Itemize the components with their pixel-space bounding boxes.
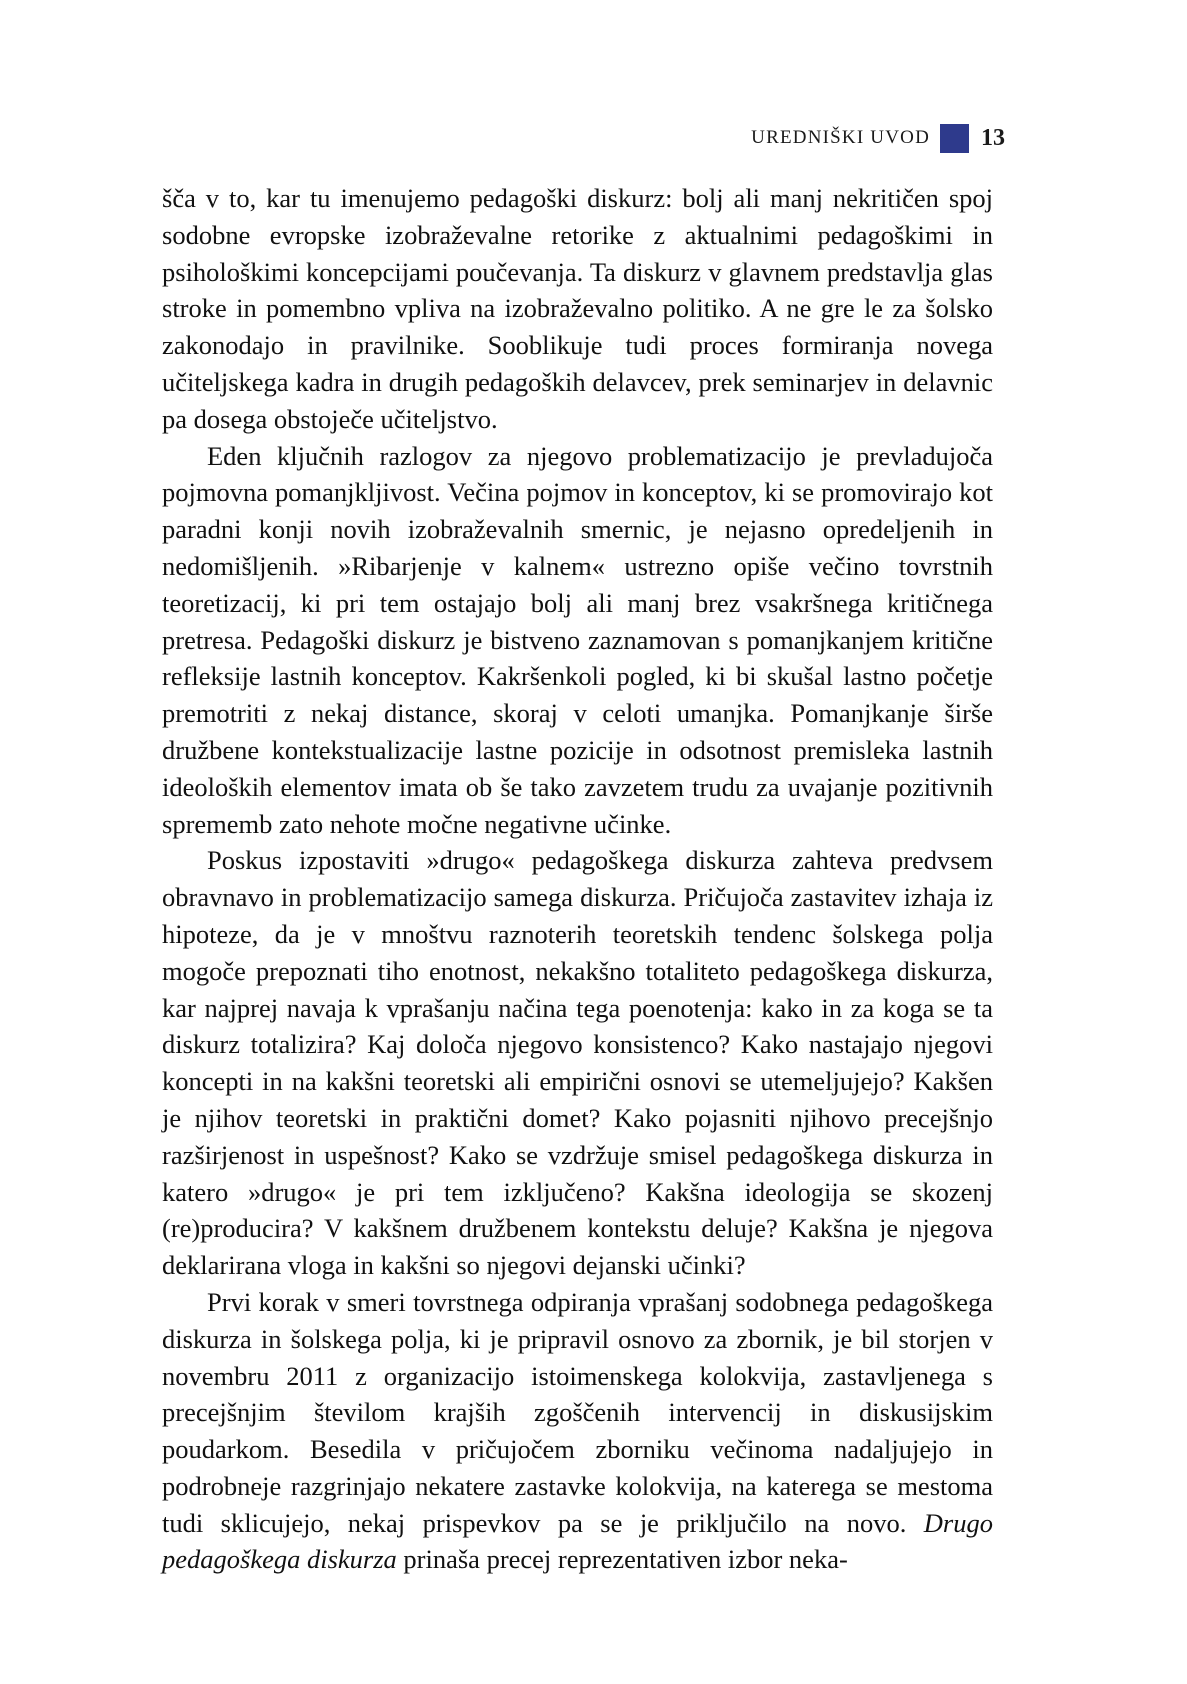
- paragraph-2: Eden ključnih razlogov za njegovo problematizacijo je prevladujoča pojmovna pomanjkljivost. Večina pojmov in konceptov, ki se promovirajo kot paradni konji novih izobraževalnih smernic, je nejasno opredeljenih in nedomišljenih. »Ribarjenje v kalnem« ustrezno opiše večino tovrstnih teoretizacij, ki pri tem ostajajo bolj ali manj brez vsakršnega kritičnega pretresa. Pedagoški diskurz je bistveno zaznamovan s pomanjkanjem kritične refleksije lastnih konceptov. Kakršenkoli pogled, ki bi skušal lastno početje premotriti z nekaj distance, skoraj v celoti umanjka. Pomanjkanje širše družbene kontekstualizacije lastne pozicije in odsotnost premisleka lastnih ideoloških elementov imata ob še tako zavzetem trudu za uvajanje pozitivnih sprememb zato nehote močne negativne učinke.: [162, 440, 993, 839]
- book-title-italic: Drugo pedagoškega diskurza: [162, 1507, 993, 1575]
- paragraph-1: šča v to, kar tu imenujemo pedagoški diskurz: bolj ali manj nekritičen spoj sodobne evropske izobraževalne retorike z aktualnimi pedagoškimi in psihološkimi koncepcijami poučevanja. Ta diskurz v glavnem predstavlja glas stroke in pomembno vpliva na izobraževalno politiko. A ne gre le za šolsko zakonodajo in pravilnike. Sooblikuje tudi proces formiranja novega učiteljskega kadra in drugih pedagoških delavcev, prek seminarjev in delavnic pa dosega obstoječe učiteljstvo.: [162, 183, 993, 434]
- paragraph-4-text: Prvi korak v smeri tovrstnega odpiranja vprašanj sodobnega pedagoškega diskurza in šolskega polja, ki je pripravil osnovo za zbornik, je bil storjen v novembru 2011 z organizacijo istoimenskega kolokvija, zastavljenega s precejšnjim številom krajših zgoščenih intervencij in diskusijskim poudarkom. Besedila v pričujočem zborniku večinoma nadaljujejo in podrobneje razgrinjajo nekatere zastavke kolokvija, na katerega se mestoma tudi sklicujejo, nekaj prispevkov pa se je priključilo na novo.: [162, 1286, 993, 1538]
- body-text: [162, 180, 993, 1578]
- page-header: [751, 118, 1005, 158]
- accent-square-icon: [940, 124, 969, 153]
- paragraph-4: [162, 1284, 993, 1578]
- page-number: 13: [981, 124, 1005, 151]
- paragraph-3: Poskus izpostaviti »drugo« pedagoškega diskurza zahteva predvsem obravnavo in problematizacijo samega diskurza. Pričujoča zastavitev izhaja iz hipoteze, da je v mnoštvu raznoterih teoretskih tendenc šolskega polja mogoče prepoznati tiho enotnost, nekakšno totaliteto pedagoškega diskurza, kar najprej navaja k vprašanju načina tega poenotenja: kako in za koga se ta diskurz totalizira? Kaj določa njegovo konsistenco? Kako nastajajo njegovi koncepti in na kakšni teoretski ali empirični osnovi se utemeljujejo? Kakšen je njihov teoretski in praktični domet? Kako pojasniti njihovo precejšnjo razširjenost in uspešnost? Kako se vzdržuje smisel pedagoškega diskurza in katero »drugo« je pri tem izključeno? Kakšna ideologija se skozenj (re)producira? V kakšnem družbenem kontekstu deluje? Kakšna je njegova deklarirana vloga in kakšni so njegovi dejanski učinki?: [162, 845, 993, 1281]
- running-head: UREDNIŠKI UVOD: [751, 127, 930, 148]
- paragraph-4-tail: prinaša precej reprezentativen izbor neka-: [396, 1544, 848, 1575]
